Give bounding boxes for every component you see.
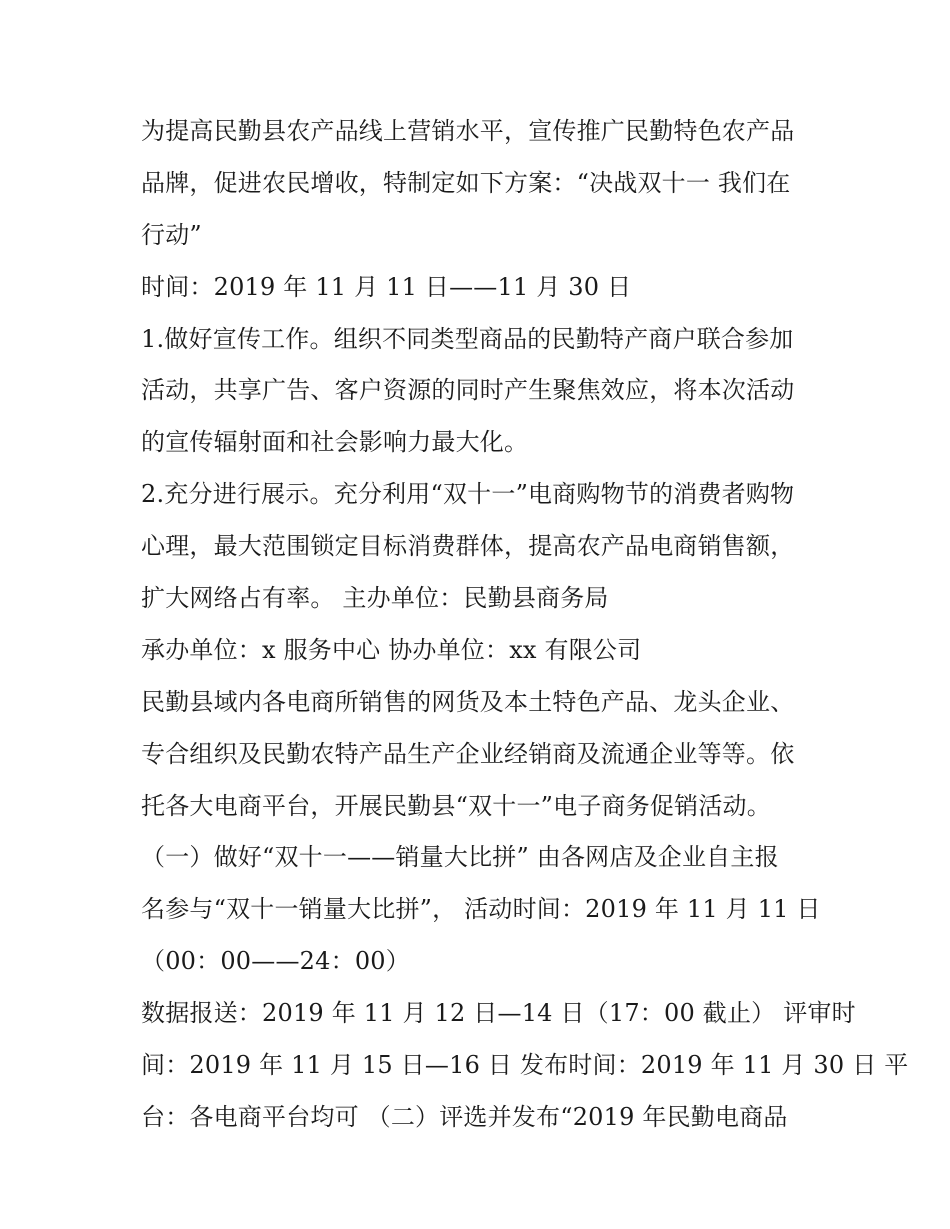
text-line: （一）做好“双十一——销量大比拼” 由各网店及企业自主报 xyxy=(141,843,779,872)
text-line: 台：各电商平台均可 （二）评选并发布“2019 年民勤电商品 xyxy=(141,1102,788,1131)
text-line: 扩大网络占有率。 主办单位：民勤县商务局 xyxy=(141,584,609,613)
text-line: 为提高民勤县农产品线上营销水平，宣传推广民勤特色农产品 xyxy=(141,117,795,145)
text-line: 心理，最大范围锁定目标消费群体，提高农产品电商销售额， xyxy=(141,532,795,561)
text-line: 名参与“双十一销量大比拼”， 活动时间：2019 年 11 月 11 日 xyxy=(141,895,821,924)
text-line: 承办单位：x 服务中心 协办单位：xx 有限公司 xyxy=(141,635,642,664)
text-line: 时间：2019 年 11 月 11 日——11 月 30 日 xyxy=(141,272,632,301)
text-line: （00：00——24：00） xyxy=(141,947,410,976)
text-line: 专合组织及民勤农特产品生产企业经销商及流通企业等等。依 xyxy=(141,739,795,768)
text-line: 民勤县域内各电商所销售的网货及本土特色产品、龙头企业、 xyxy=(141,687,795,716)
text-line: 托各大电商平台，开展民勤县“双十一”电子商务促销活动。 xyxy=(141,791,771,820)
text-line: 间：2019 年 11 月 15 日—16 日 发布时间：2019 年 11 月 30 日 平 xyxy=(141,1051,909,1080)
text-line: 1.做好宣传工作。组织不同类型商品的民勤特产商户联合参加 xyxy=(141,324,794,353)
text-line: 行动” xyxy=(141,220,202,249)
text-line: 的宣传辐射面和社会影响力最大化。 xyxy=(141,428,529,457)
text-line: 数据报送：2019 年 11 月 12 日—14 日（17：00 截止） 评审时 xyxy=(141,999,856,1028)
text-line: 2.充分进行展示。充分利用“双十一”电商购物节的消费者购物 xyxy=(141,480,795,509)
document-body xyxy=(141,106,909,1144)
text-line: 活动，共享广告、客户资源的同时产生聚焦效应，将本次活动 xyxy=(141,376,795,405)
text-line: 品牌，促进农民增收，特制定如下方案：“决战双十一 我们在 xyxy=(141,168,791,197)
